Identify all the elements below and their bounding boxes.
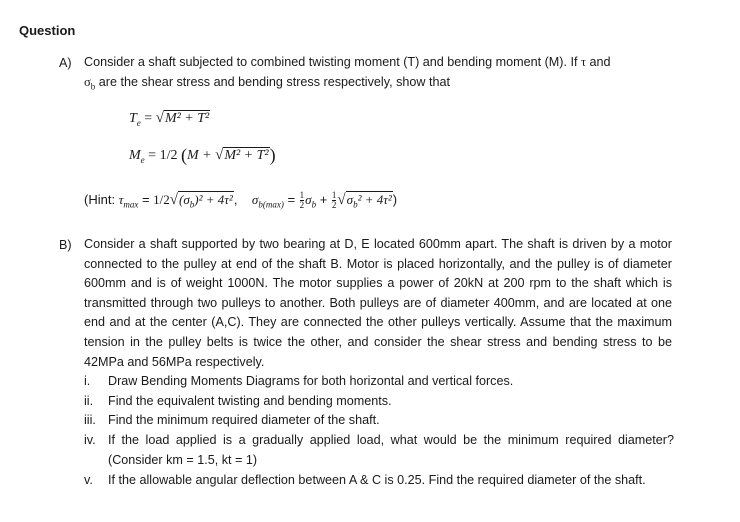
list-item-number: ii. <box>84 393 94 408</box>
equation-me: $M_e = 1/2$ (M + √M² + T²) <box>129 145 276 165</box>
part-b-paragraph: Consider a shaft supported by two bearing at D, E located 600mm apart. The shaft is driven by a motor connected to the pulley at end of the shaft B. Motor is placed horizontally, and the pulley is of diameter 600mm and is of weight 1000N. The motor supplies a power of 20kN at 200 rpm to the shaft which is transmitted through two pulleys to another. Both pulleys are of diameter 400mm, and are located at one end and at the center (A,C). They are connected the other pulleys vertically. Assume that the maximum tension in the pulley belts is twice the other, and consider the shear stress and bending stress to be 42MPa and 56MPa respectively. <box>84 237 672 369</box>
list-item <box>84 431 674 470</box>
part-a-intro <box>84 53 672 97</box>
list-item-text: Find the equivalent twisting and bending moments. <box>108 393 392 408</box>
list-item-number: v. <box>84 472 93 487</box>
and-word: and <box>589 55 611 69</box>
list-item-text: If the allowable angular deflection between A & C is 0.25. Find the required diameter of the shaft. <box>108 472 646 487</box>
tau-symbol: τ <box>580 55 587 69</box>
sub-question-list <box>84 372 674 490</box>
question-heading: Question <box>19 23 76 38</box>
list-item <box>84 471 674 491</box>
list-item-text: Draw Bending Moments Diagrams for both horizontal and vertical forces. <box>108 374 514 388</box>
part-b-marker: B) <box>59 238 72 252</box>
list-item <box>84 411 674 431</box>
list-item <box>84 392 674 412</box>
list-item-number: iv. <box>84 433 96 448</box>
part-a-marker: A) <box>59 56 72 70</box>
equation-te: $T_e = √M^2 + T^2$ <box>129 110 210 128</box>
hint-formula: (Hint: $\tau_{max} = 1/2√(\sigma_b)^2 + 4\tau^2$, $\sigma_{b(max)}$ = $\frac{1}{2}$ $\sigma_b$ + $\frac{1}{2}$ $√\sigma_b^2 + 4\tau^2$) <box>84 190 398 210</box>
list-item-number: i. <box>84 374 91 388</box>
part-a-intro-text-2: are the shear stress and bending stress respectively, show that <box>98 74 450 89</box>
part-a-intro-text-1: Consider a shaft subjected to combined twisting moment (T) and bending moment (M). If <box>84 55 578 69</box>
list-item-text: Find the minimum required diameter of the shaft. <box>108 413 380 428</box>
list-item-text: If the load applied is a gradually applied load, what would be the minimum required diameter? (Consider km = 1.5, kt = 1) <box>108 433 674 467</box>
list-item-number: iii. <box>84 413 96 428</box>
list-item <box>84 372 674 392</box>
sigma-b-symbol: $\sigma_b$ <box>84 74 96 92</box>
